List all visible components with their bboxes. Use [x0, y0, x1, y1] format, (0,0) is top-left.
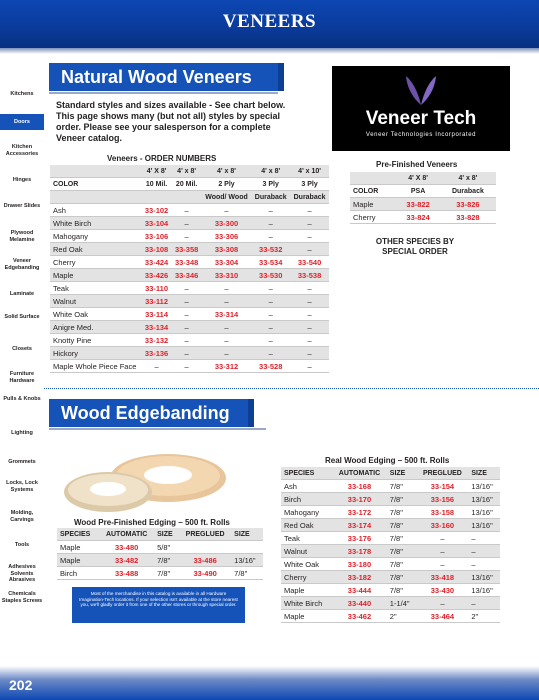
table-cell: 33-430: [417, 584, 469, 597]
table-cell: 33-464: [417, 610, 469, 623]
table-cell: –: [290, 295, 329, 308]
section-rule: [49, 92, 278, 94]
table-cell: –: [172, 321, 202, 334]
col-type: PSA: [396, 185, 439, 198]
table-cell: –: [202, 295, 252, 308]
sidebar-item-pulls-knobs[interactable]: Pulls & Knobs: [3, 396, 41, 402]
table-cell: 13/16": [468, 519, 500, 532]
table-cell: 33-170: [332, 493, 387, 506]
row-label: Cherry: [281, 571, 332, 584]
row-label: Cherry: [350, 211, 396, 224]
table-cell: –: [417, 558, 469, 571]
col-type: 3 Ply: [290, 178, 329, 191]
row-label: Birch: [281, 493, 332, 506]
row-label: Walnut: [281, 545, 332, 558]
table-cell: 33-532: [251, 243, 290, 256]
col-color: COLOR: [50, 178, 142, 191]
table-cell: –: [251, 282, 290, 295]
table-cell: –: [172, 334, 202, 347]
col-size: SIZE: [231, 528, 263, 541]
table-cell: 7/8": [387, 519, 417, 532]
table-cell: 33-106: [142, 230, 172, 243]
table-cell: –: [290, 308, 329, 321]
table-cell: 33-304: [202, 256, 252, 269]
prefinished-table: [350, 172, 496, 224]
table-cell: 33-530: [251, 269, 290, 282]
table-cell: [231, 541, 263, 554]
table-cell: 13/16": [231, 554, 263, 567]
table-cell: 33-154: [417, 480, 469, 493]
col-species: SPECIES: [57, 528, 99, 541]
prefinished-edging-caption: Wood Pre-Finished Edging – 500 ft. Rolls: [74, 518, 230, 527]
table-cell: 33-176: [332, 532, 387, 545]
table-cell: –: [251, 308, 290, 321]
table-cell: –: [251, 334, 290, 347]
row-label: Mahogany: [281, 506, 332, 519]
row-label: Birch: [57, 567, 99, 580]
table-cell: 7/8": [154, 554, 179, 567]
table-cell: –: [202, 204, 252, 217]
col-species: SPECIES: [281, 467, 332, 480]
table-cell: 13/16": [468, 506, 500, 519]
table-cell: –: [468, 545, 500, 558]
table-cell: 7/8": [387, 480, 417, 493]
table-cell: 33-480: [99, 541, 154, 554]
col-subtype: Duraback: [290, 191, 329, 204]
table-row: [281, 584, 500, 597]
table-cell: –: [202, 347, 252, 360]
table-cell: –: [251, 347, 290, 360]
table-cell: 33-426: [142, 269, 172, 282]
table-cell: 33-424: [142, 256, 172, 269]
col-color: COLOR: [350, 185, 396, 198]
page-number: 202: [9, 677, 33, 693]
table-cell: 2": [468, 610, 500, 623]
table-cell: –: [172, 217, 202, 230]
logo-name: Veneer Tech: [365, 108, 477, 129]
table-row: [281, 532, 500, 545]
other-species-note: OTHER SPECIES BY SPECIAL ORDER: [375, 237, 455, 256]
sidebar-item-kitchens[interactable]: Kitchens: [10, 91, 34, 97]
table-row: [57, 567, 263, 580]
row-label: Maple Whole Piece Face: [50, 360, 142, 373]
table-row: [50, 360, 329, 373]
table-cell: 33-172: [332, 506, 387, 519]
table-cell: 33-826: [440, 198, 496, 211]
table-cell: 33-308: [202, 243, 252, 256]
row-label: Ash: [50, 204, 142, 217]
table-cell: –: [290, 230, 329, 243]
col-size: 4' X 8': [142, 165, 172, 178]
table-cell: 33-132: [142, 334, 172, 347]
table-cell: –: [202, 282, 252, 295]
table-cell: 33-348: [172, 256, 202, 269]
table-cell: –: [172, 204, 202, 217]
table-cell: 33-110: [142, 282, 172, 295]
table-cell: 33-346: [172, 269, 202, 282]
sidebar-item-laminate[interactable]: Laminate: [9, 291, 35, 297]
table-cell: 33-156: [417, 493, 469, 506]
table-cell: –: [172, 230, 202, 243]
table-cell: 33-102: [142, 204, 172, 217]
table-cell: –: [142, 360, 172, 373]
col-type: 3 Ply: [251, 178, 290, 191]
table-cell: 33-358: [172, 243, 202, 256]
table-row: [50, 204, 329, 217]
row-label: White Birch: [281, 597, 332, 610]
row-label: Red Oak: [50, 243, 142, 256]
table-cell: 33-114: [142, 308, 172, 321]
table-row: [281, 506, 500, 519]
table-row: [50, 295, 329, 308]
table-cell: 33-180: [332, 558, 387, 571]
row-label: Maple: [350, 198, 396, 211]
table-cell: 33-828: [440, 211, 496, 224]
table-cell: 7/8": [387, 545, 417, 558]
section-divider: [44, 388, 539, 389]
table-cell: –: [251, 321, 290, 334]
row-label: Maple: [57, 554, 99, 567]
table-row: [281, 558, 500, 571]
table-cell: –: [172, 347, 202, 360]
table-cell: –: [290, 282, 329, 295]
table-cell: 33-108: [142, 243, 172, 256]
section-rule: [49, 428, 266, 430]
table-cell: –: [172, 282, 202, 295]
sidebar-item-locks[interactable]: Locks, Lock Systems: [6, 480, 38, 493]
table-row: [281, 545, 500, 558]
col-type: Duraback: [440, 185, 496, 198]
table-cell: –: [417, 545, 469, 558]
table-cell: –: [251, 204, 290, 217]
leaf-logo-icon: [404, 74, 438, 106]
col-type: 2 Ply: [202, 178, 252, 191]
table-cell: 13/16": [468, 571, 500, 584]
table-row: [50, 217, 329, 230]
table-cell: 13/16": [468, 493, 500, 506]
row-label: Maple: [281, 610, 332, 623]
sidebar-item-solid-surface[interactable]: Solid Surface: [4, 314, 40, 320]
table-row: [57, 554, 263, 567]
table-row: [50, 230, 329, 243]
row-label: Anigre Med.: [50, 321, 142, 334]
table-row: [281, 597, 500, 610]
col-size: 4' x 8': [440, 172, 496, 185]
sidebar-item-kitchen-accessories[interactable]: Kitchen Accessories: [5, 144, 39, 157]
table-cell: 7/8": [154, 567, 179, 580]
table-cell: 33-482: [99, 554, 154, 567]
row-label: Knotty Pine: [50, 334, 142, 347]
table-cell: 33-300: [202, 217, 252, 230]
table-cell: –: [417, 532, 469, 545]
table-row: [281, 519, 500, 532]
table-cell: 7/8": [387, 506, 417, 519]
prefinished-caption: Pre-Finished Veneers: [376, 160, 458, 169]
col-automatic: AUTOMATIC: [332, 467, 387, 480]
table-cell: –: [290, 360, 329, 373]
table-row: [350, 198, 496, 211]
edgebanding-section-title: Wood Edgebanding: [49, 399, 254, 427]
col-automatic: AUTOMATIC: [99, 528, 154, 541]
veneer-tech-logo: [332, 66, 510, 151]
banner-shadow: [0, 48, 539, 54]
real-edging-table: [281, 467, 500, 623]
col-preglued: PREGLUED: [179, 528, 231, 541]
table-cell: 33-490: [179, 567, 231, 580]
table-cell: 33-158: [417, 506, 469, 519]
sidebar-item-plywood-melamine[interactable]: Plywood Melamine: [9, 230, 35, 243]
table-cell: –: [172, 308, 202, 321]
edgebanding-roll-image: [60, 448, 230, 518]
table-cell: –: [172, 295, 202, 308]
sidebar-item-hinges[interactable]: Hinges: [12, 177, 32, 183]
table-cell: 33-134: [142, 321, 172, 334]
table-row: [281, 610, 500, 623]
page-banner: [0, 0, 539, 48]
table-cell: 33-182: [332, 571, 387, 584]
table-row: [50, 321, 329, 334]
row-label: White Birch: [50, 217, 142, 230]
col-subtype: Duraback: [251, 191, 290, 204]
row-label: Hickory: [50, 347, 142, 360]
table-cell: 33-178: [332, 545, 387, 558]
logo-subtitle: Veneer Technologies Incorporated: [365, 132, 477, 138]
table-cell: 33-104: [142, 217, 172, 230]
row-label: Walnut: [50, 295, 142, 308]
table-cell: 33-112: [142, 295, 172, 308]
prefinished-edging-table: [57, 528, 263, 580]
table-cell: 33-418: [417, 571, 469, 584]
col-size: 4' X 8': [396, 172, 439, 185]
table-cell: 7/8": [387, 571, 417, 584]
row-label: Teak: [50, 282, 142, 295]
table-cell: 33-160: [417, 519, 469, 532]
col-type: 20 Mil.: [172, 178, 202, 191]
row-label: White Oak: [50, 308, 142, 321]
table-cell: 2": [387, 610, 417, 623]
sidebar-item-grommets[interactable]: Grommets: [8, 459, 36, 465]
table-row: [50, 282, 329, 295]
real-edging-caption: Real Wood Edging – 500 ft. Rolls: [325, 456, 450, 465]
col-size: SIZE: [154, 528, 179, 541]
col-size: 4' x 8': [251, 165, 290, 178]
table-cell: –: [468, 532, 500, 545]
col-size: 4' x 10': [290, 165, 329, 178]
col-size: SIZE: [468, 467, 500, 480]
table-cell: 33-528: [251, 360, 290, 373]
table-cell: 33-822: [396, 198, 439, 211]
table-cell: 33-462: [332, 610, 387, 623]
table-cell: 33-168: [332, 480, 387, 493]
table-row: [350, 211, 496, 224]
row-label: Maple: [57, 541, 99, 554]
table-cell: 7/8": [387, 532, 417, 545]
veneers-intro: Standard styles and sizes available - See chart below. This page shows many (but not all) styles by special order. Please see your salesperson for a complete Veneer catalog.: [56, 100, 286, 143]
table-row: [57, 541, 263, 554]
table-cell: –: [290, 321, 329, 334]
table-row: [50, 256, 329, 269]
table-cell: 33-534: [251, 256, 290, 269]
sidebar-item-drawer-slides[interactable]: Drawer Slides: [3, 203, 41, 209]
row-label: Ash: [281, 480, 332, 493]
row-label: Red Oak: [281, 519, 332, 532]
sidebar-item-molding-carvings[interactable]: Molding, Carvings: [10, 510, 34, 523]
table-cell: 1-1/4": [387, 597, 417, 610]
veneers-table-caption: Veneers - ORDER NUMBERS: [107, 154, 217, 163]
table-cell: –: [290, 204, 329, 217]
col-subtype: Wood/ Wood: [202, 191, 252, 204]
table-cell: –: [468, 558, 500, 571]
table-cell: 33-824: [396, 211, 439, 224]
table-cell: 33-312: [202, 360, 252, 373]
sidebar-item-doors[interactable]: Doors: [0, 114, 44, 130]
table-cell: –: [202, 334, 252, 347]
table-cell: –: [251, 217, 290, 230]
page-footer: [0, 666, 539, 700]
table-cell: 7/8": [387, 493, 417, 506]
sidebar-item-lighting[interactable]: Lighting: [11, 430, 33, 436]
col-size: 4' x 8': [172, 165, 202, 178]
table-cell: –: [290, 347, 329, 360]
table-row: [281, 571, 500, 584]
table-cell: 33-538: [290, 269, 329, 282]
table-cell: 33-310: [202, 269, 252, 282]
row-label: Mahogany: [50, 230, 142, 243]
col-type: 10 Mil.: [142, 178, 172, 191]
row-label: Teak: [281, 532, 332, 545]
col-size: 4' x 8': [202, 165, 252, 178]
table-cell: –: [251, 230, 290, 243]
table-row: [281, 480, 500, 493]
sidebar-item-tools[interactable]: Tools: [14, 542, 30, 548]
row-label: Maple: [50, 269, 142, 282]
table-cell: –: [172, 360, 202, 373]
table-cell: 33-486: [179, 554, 231, 567]
table-cell: –: [202, 321, 252, 334]
sidebar-item-chemicals[interactable]: Chemicals Staples Screws: [1, 591, 43, 604]
table-row: [50, 243, 329, 256]
table-cell: 33-136: [142, 347, 172, 360]
table-row: [50, 269, 329, 282]
table-cell: 7/8": [387, 558, 417, 571]
availability-notice: Most of the merchandise in this catalog is available in all Hardware Imagination-Tech locations. If your selection isn't available at the store nearest you, we'll gladly order it from one of the other stores or through special order.: [72, 587, 245, 623]
table-cell: 7/8": [231, 567, 263, 580]
table-cell: 33-174: [332, 519, 387, 532]
col-preglued: PREGLUED: [417, 467, 469, 480]
row-label: Maple: [281, 584, 332, 597]
table-cell: 5/8": [154, 541, 179, 554]
table-cell: 33-488: [99, 567, 154, 580]
table-cell: 33-314: [202, 308, 252, 321]
table-cell: –: [251, 295, 290, 308]
sidebar-item-veneer-edgebanding[interactable]: Veneer Edgebanding: [4, 258, 40, 271]
table-row: [50, 308, 329, 321]
table-cell: 13/16": [468, 480, 500, 493]
table-cell: 33-444: [332, 584, 387, 597]
row-label: Cherry: [50, 256, 142, 269]
table-cell: [179, 541, 231, 554]
veneers-section-title: Natural Wood Veneers: [49, 63, 284, 91]
table-cell: –: [417, 597, 469, 610]
veneers-table: [50, 165, 329, 373]
table-cell: 7/8": [387, 584, 417, 597]
table-cell: 33-440: [332, 597, 387, 610]
table-row: [50, 334, 329, 347]
table-row: [50, 347, 329, 360]
sidebar-item-adhesives[interactable]: Adhesives Solvents Abrasives: [8, 564, 36, 583]
sidebar-item-closets[interactable]: Closets: [12, 346, 32, 352]
page-title: VENEERS: [222, 11, 317, 32]
table-cell: 13/16": [468, 584, 500, 597]
col-size: SIZE: [387, 467, 417, 480]
table-cell: –: [290, 217, 329, 230]
sidebar-item-furniture-hardware[interactable]: Furniture Hardware: [9, 371, 35, 384]
table-cell: –: [290, 243, 329, 256]
table-cell: –: [468, 597, 500, 610]
table-cell: 33-306: [202, 230, 252, 243]
table-cell: 33-540: [290, 256, 329, 269]
table-row: [281, 493, 500, 506]
row-label: White Oak: [281, 558, 332, 571]
table-cell: –: [290, 334, 329, 347]
